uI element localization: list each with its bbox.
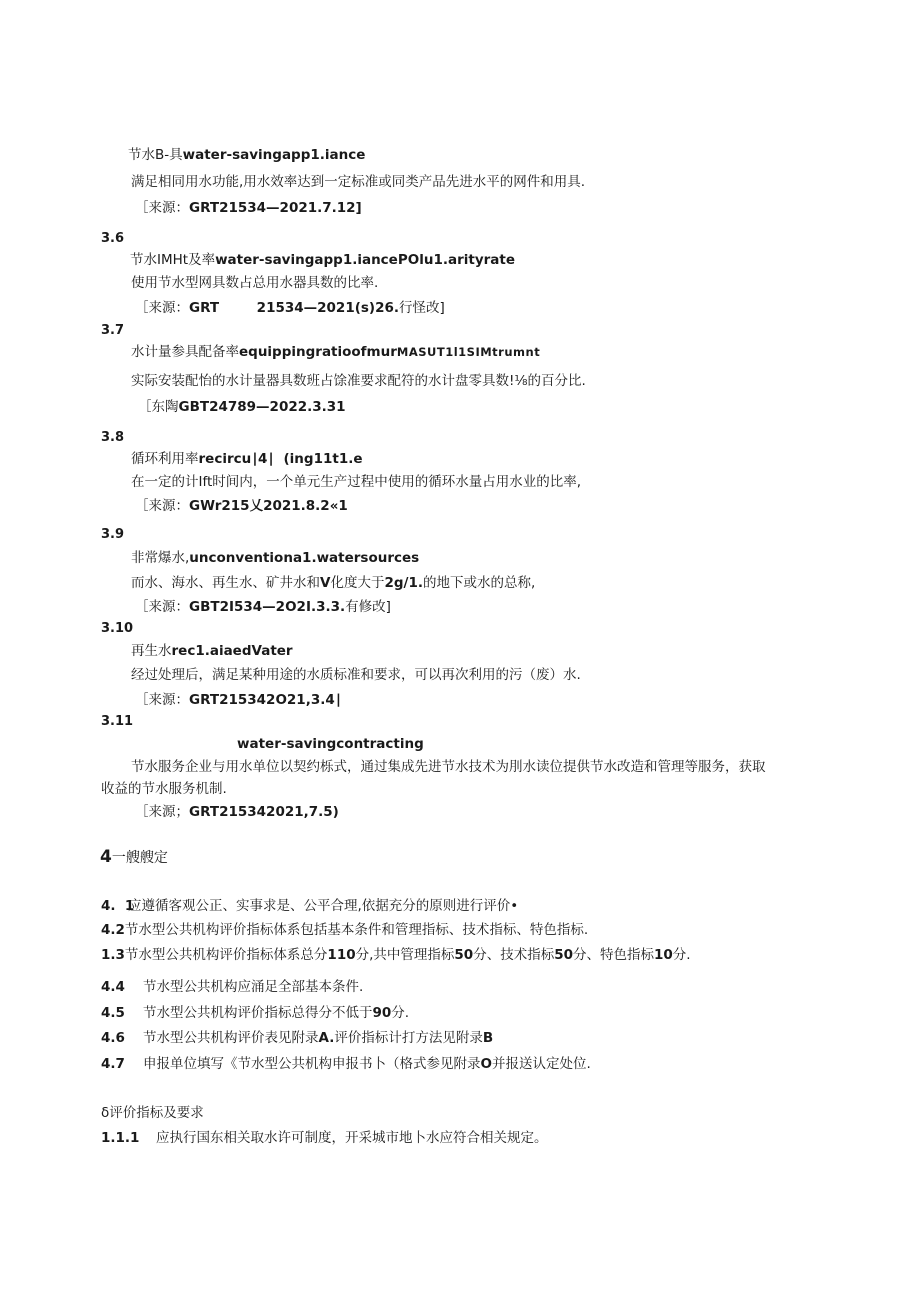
term-3-10-definition: 经过处理后，满足某种用途的水质标准和要求，可以再次利用的污（废）水. xyxy=(131,667,581,683)
section-4-item-5: 4.5 节水型公共机构评价指标总得分不低于90分. xyxy=(101,1005,410,1021)
term-3-11-number: 3.11 xyxy=(101,714,134,729)
section-4-heading: 4一艘艘定 xyxy=(100,847,168,867)
section-5-item-1: 1.1.1 应执行国东相关取水许可制度，开采城市地卜水应符合相关规定。 xyxy=(101,1130,548,1146)
section-5-heading: δ评价指标及要求 xyxy=(101,1105,204,1121)
term-3-7-source: ［东陶GBT24789—2022.3.31 xyxy=(138,399,346,415)
term-3-5-definition: 满足相同用水功能,用水效率达到一定标准或同类产品先进水平的网件和用具. xyxy=(131,174,586,190)
section-4-item-3: 1.3节水型公共机构评价指标体系总分110分,共中管理指标50分、技术指标50分、特色指标10分. xyxy=(101,947,691,963)
term-3-9-title: 非常爆水,unconventiona1.watersources xyxy=(131,550,420,566)
term-3-6-number: 3.6 xyxy=(101,231,125,246)
term-3-8-source: ［来源：GWr215乂2021.8.2«1 xyxy=(135,498,348,514)
term-3-7-number: 3.7 xyxy=(101,323,125,338)
section-4-item-6: 4.6 节水型公共机构评价表见附录A.评价指标计打方法见附录B xyxy=(101,1030,494,1046)
term-3-5-source: ［来源：GRT21534—2021.7.12] xyxy=(135,200,362,216)
term-3-6-definition: 使用节水型网具数占总用水器具数的比率. xyxy=(131,275,379,291)
term-3-8-number: 3.8 xyxy=(101,430,125,445)
term-3-11-definition-line2: 收益的节水服务机制. xyxy=(101,781,227,797)
term-3-9-definition: 而水、海水、再生水、矿井水和V化度大于2g/1.的地下或水的总称, xyxy=(131,575,536,591)
term-3-8-definition: 在一定的计Ift时间内，一个单元生产过程中使用的循环水量占用水业的比率, xyxy=(131,474,582,490)
section-4-item-7: 4.7 申报单位填写《节水型公共机构申报书卜（格式参见附录O并报送认定处位. xyxy=(101,1056,591,1072)
term-3-6-title: 节水IMHt及率water-savingapp1.iancePOlu1.arityrate xyxy=(130,252,515,268)
term-3-5-title: 节水B-具water-savingapp1.iance xyxy=(128,147,366,163)
term-3-11-source: ［来源；GRT215342021,7.5) xyxy=(135,804,339,820)
section-4-item-1: 4. 1应遵循客观公正、实事求是、公平合理,依据充分的原则进行评价• xyxy=(101,898,519,914)
term-3-11-definition-line1: 节水服务企业与用水单位以契约栎式，通过集成先进节水技术为刖水读位提供节水改造和管理等服务，获取 xyxy=(131,759,766,775)
term-3-7-definition: 实际安装配怡的水计量器具数班占馀准要求配符的水计盘零具数!⅛的百分比. xyxy=(131,373,586,389)
term-3-10-title: 再生水rec1.aiaedVater xyxy=(131,643,293,659)
term-3-9-source: ［来源：GBT2I534—2O2I.3.3.有修改] xyxy=(135,599,391,615)
term-3-10-source: ［来源：GRT215342O21,3.4∣ xyxy=(135,692,342,708)
term-3-7-title: 水计量参具配备率equippingratioofmurMASUT1l1SIMtrumnt xyxy=(131,344,541,360)
section-4-item-2: 4.2节水型公共机构评价指标体系包括基本条件和管理指标、技术指标、特色指标. xyxy=(101,922,589,938)
term-3-11-title: water-savingcontracting xyxy=(237,736,424,752)
term-3-9-number: 3.9 xyxy=(101,527,125,542)
term-3-8-title: 循环利用率recircu∣4∣ (ing11t1.e xyxy=(131,451,363,467)
section-4-item-4: 4.4 节水型公共机构应涌足全部基本条件. xyxy=(101,979,364,995)
term-3-10-number: 3.10 xyxy=(101,621,134,636)
term-3-6-source: ［来源：GRT 21534—2021(s)26.行怪改] xyxy=(135,300,445,316)
